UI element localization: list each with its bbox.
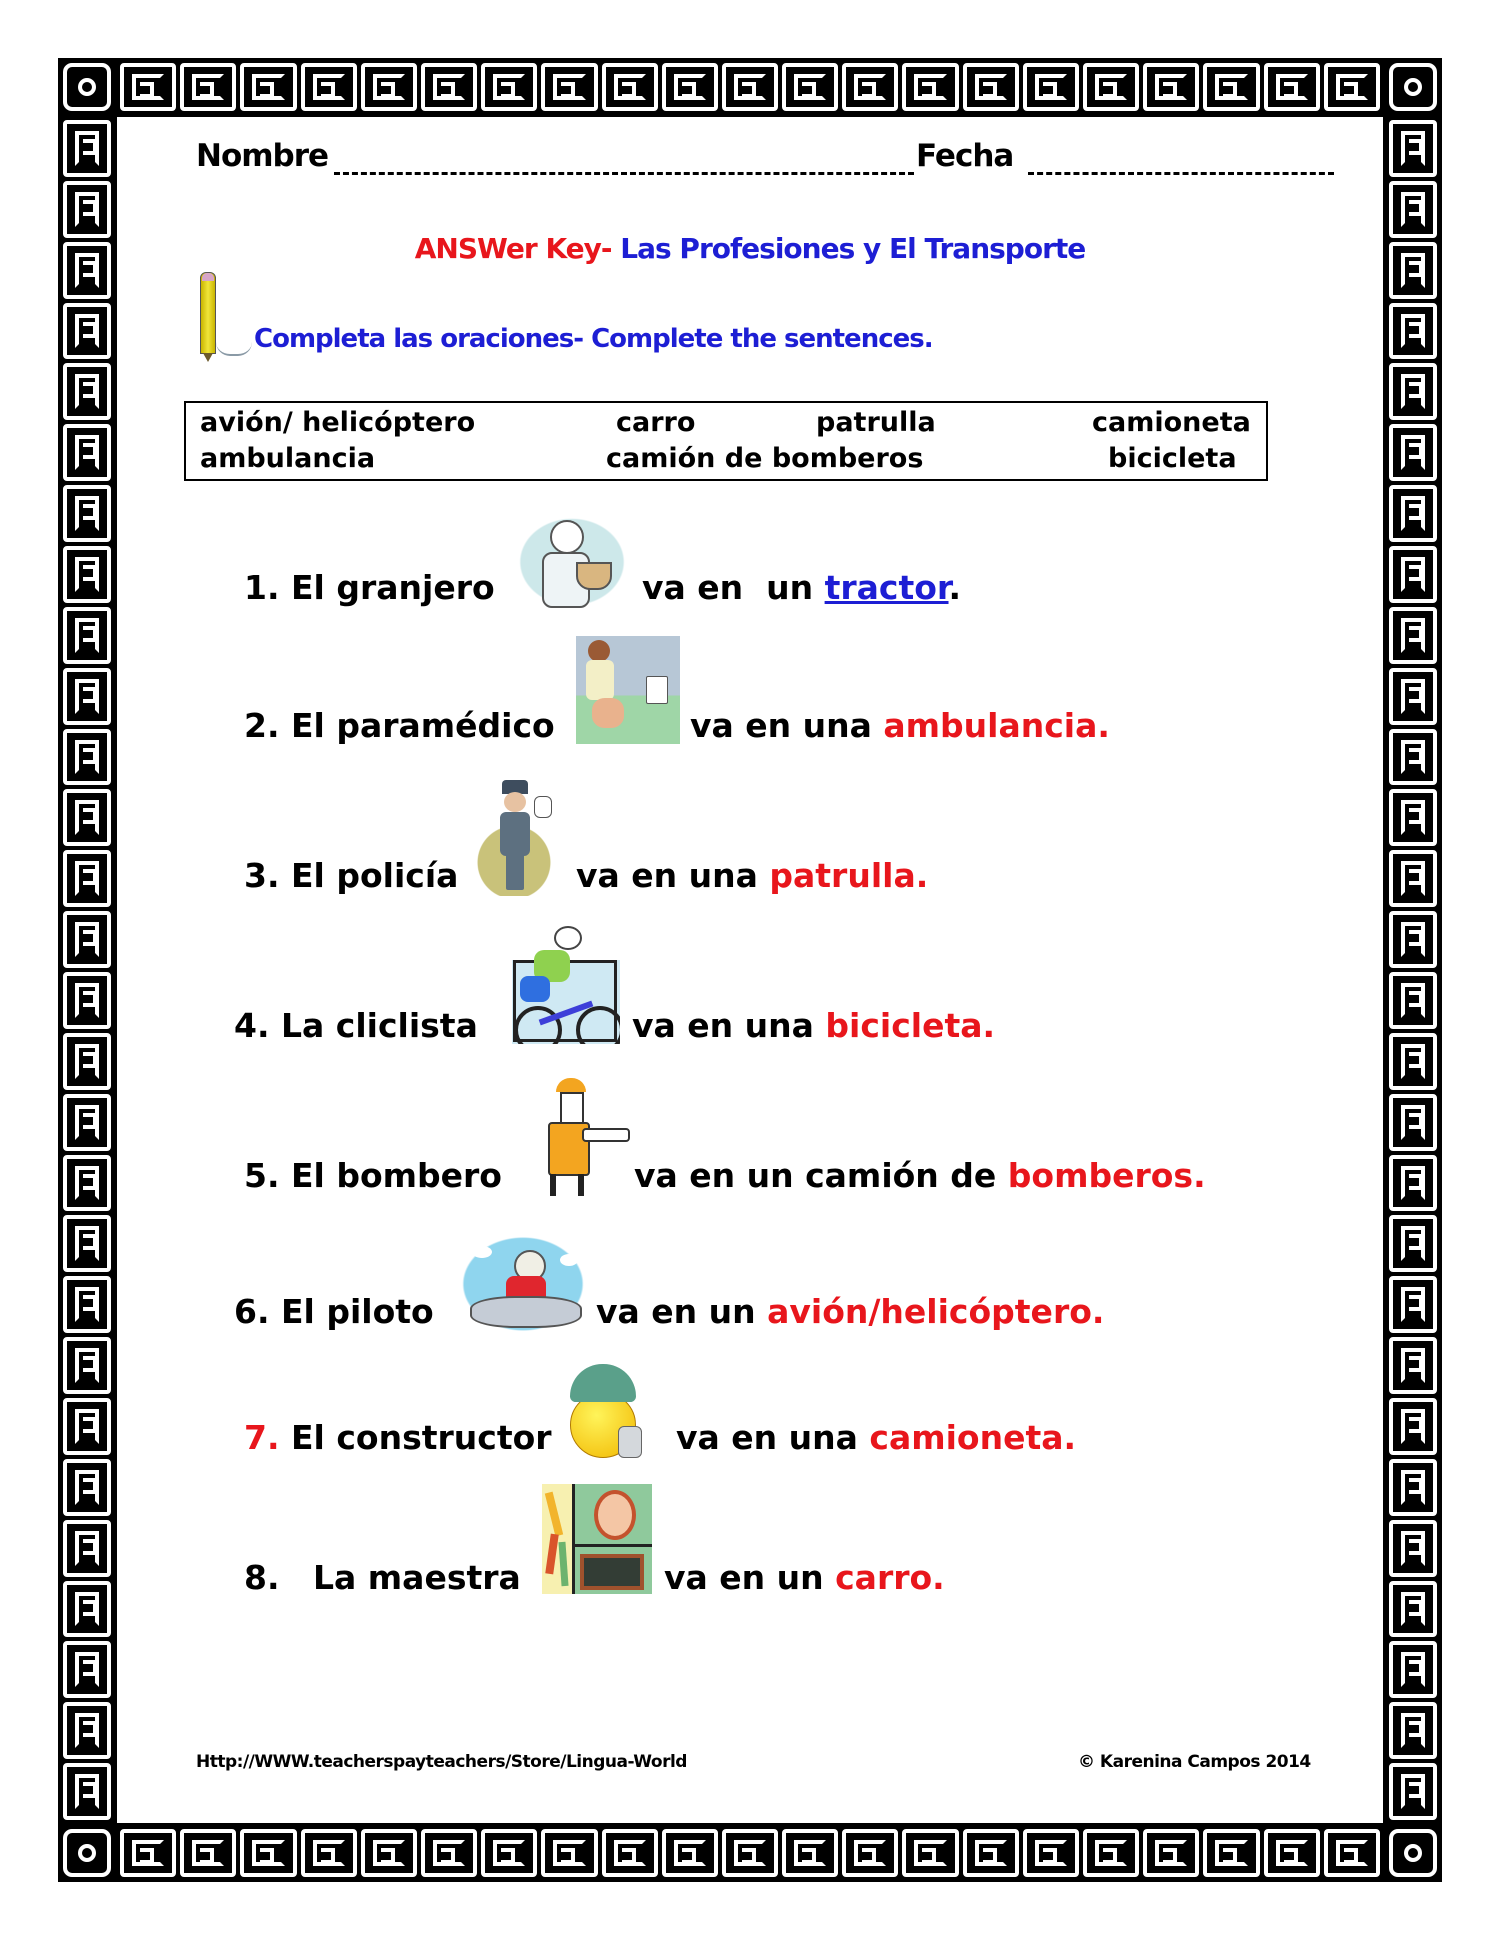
sentence-subject: La cliclista bbox=[281, 1006, 478, 1045]
sentence-2 bbox=[244, 706, 555, 745]
word-bank-item: camioneta bbox=[1092, 407, 1251, 438]
sentence-subject: El policía bbox=[291, 856, 459, 895]
pencil-icon bbox=[200, 272, 216, 354]
sentence-2-completion bbox=[690, 706, 1110, 745]
title-text: Las Profesiones y El Transporte bbox=[620, 232, 1086, 265]
sentence-6 bbox=[234, 1292, 434, 1331]
police-clipart bbox=[464, 776, 564, 896]
name-date-row bbox=[196, 130, 1336, 190]
sentence-3-completion bbox=[576, 856, 928, 895]
date-label: Fecha bbox=[916, 138, 1014, 174]
answer-text: ambulancia. bbox=[883, 706, 1110, 745]
answer-text: bomberos. bbox=[1007, 1156, 1206, 1195]
sentence-4 bbox=[234, 1006, 478, 1045]
sentence-7-completion bbox=[676, 1418, 1076, 1457]
corner-ornament-icon bbox=[1389, 1829, 1437, 1877]
border-strip-bottom bbox=[120, 1829, 1380, 1877]
word-bank-item: ambulancia bbox=[200, 443, 376, 474]
sentence-number: 1. bbox=[244, 568, 280, 607]
word-bank-item: patrulla bbox=[816, 407, 936, 438]
word-bank bbox=[184, 401, 1268, 481]
sentence-verb: va en un bbox=[664, 1558, 824, 1597]
sentence-verb: va en un bbox=[642, 568, 814, 607]
name-label: Nombre bbox=[196, 138, 329, 174]
answer-text: camioneta. bbox=[869, 1418, 1077, 1457]
sentence-subject: El piloto bbox=[281, 1292, 434, 1331]
page-title bbox=[0, 232, 1500, 265]
sentence-1 bbox=[244, 568, 495, 607]
builder-clipart bbox=[562, 1360, 646, 1464]
corner-ornament-icon bbox=[1389, 63, 1437, 111]
sentence-number: 5. bbox=[244, 1156, 280, 1195]
sentence-subject: El granjero bbox=[291, 568, 495, 607]
sentence-5 bbox=[244, 1156, 502, 1195]
sentence-number: 2. bbox=[244, 706, 280, 745]
instructions-text: Completa las oraciones- Complete the sentences. bbox=[254, 324, 933, 354]
sentence-7 bbox=[244, 1418, 552, 1457]
border-strip-right bbox=[1389, 120, 1437, 1820]
border-strip-top bbox=[120, 63, 1380, 111]
farmer-clipart bbox=[512, 512, 632, 612]
sentence-number: 6. bbox=[234, 1292, 270, 1331]
corner-ornament-icon bbox=[63, 63, 111, 111]
pilot-clipart bbox=[456, 1232, 590, 1336]
sentence-subject: El constructor bbox=[291, 1418, 552, 1457]
answer-text: bicicleta. bbox=[825, 1006, 996, 1045]
firefighter-clipart bbox=[524, 1076, 634, 1198]
answer-text: avión/helicóptero. bbox=[767, 1292, 1105, 1331]
answer-text: patrulla. bbox=[769, 856, 929, 895]
word-bank-item: bicicleta bbox=[1108, 443, 1237, 474]
corner-ornament-icon bbox=[63, 1829, 111, 1877]
sentence-number: 4. bbox=[234, 1006, 270, 1045]
sentence-verb: va en una bbox=[576, 856, 758, 895]
answer-text: tractor bbox=[824, 568, 949, 607]
sentence-5-completion bbox=[634, 1156, 1206, 1195]
border-strip-left bbox=[63, 120, 111, 1820]
word-bank-item: camión de bomberos bbox=[606, 443, 924, 474]
sentence-3 bbox=[244, 856, 458, 895]
sentence-4-completion bbox=[632, 1006, 995, 1045]
sentence-number: 7. bbox=[244, 1418, 280, 1457]
cyclist-clipart bbox=[512, 924, 620, 1044]
sentence-subject: La maestra bbox=[313, 1558, 521, 1597]
word-bank-item: carro bbox=[616, 407, 696, 438]
sentence-verb: va en un camión de bbox=[634, 1156, 997, 1195]
date-blank-field[interactable] bbox=[1028, 172, 1334, 175]
sentence-verb: va en un bbox=[596, 1292, 756, 1331]
answer-text: carro. bbox=[835, 1558, 945, 1597]
sentence-number: 8. bbox=[244, 1558, 280, 1597]
footer-url-link[interactable]: Http://WWW.teacherspayteachers/Store/Lingua-World bbox=[196, 1752, 687, 1772]
sentence-6-completion bbox=[596, 1292, 1104, 1331]
teacher-clipart bbox=[542, 1484, 652, 1594]
footer-copyright: © Karenina Campos 2014 bbox=[1078, 1752, 1311, 1772]
name-blank-field[interactable] bbox=[334, 172, 914, 175]
sentence-subject: El bombero bbox=[291, 1156, 502, 1195]
word-bank-item: avión/ helicóptero bbox=[200, 407, 476, 438]
answer-key-label: ANSWer Key- bbox=[414, 232, 612, 265]
sentence-verb: va en una bbox=[632, 1006, 814, 1045]
sentence-1-completion: va en un tractor. bbox=[642, 568, 962, 607]
sentence-number: 3. bbox=[244, 856, 280, 895]
sentence-subject: El paramédico bbox=[291, 706, 555, 745]
sentence-8-completion bbox=[664, 1558, 945, 1597]
paramedic-clipart bbox=[576, 636, 680, 744]
sentence-verb: va en una bbox=[676, 1418, 858, 1457]
sentence-verb: va en una bbox=[690, 706, 872, 745]
sentence-8 bbox=[244, 1558, 521, 1597]
